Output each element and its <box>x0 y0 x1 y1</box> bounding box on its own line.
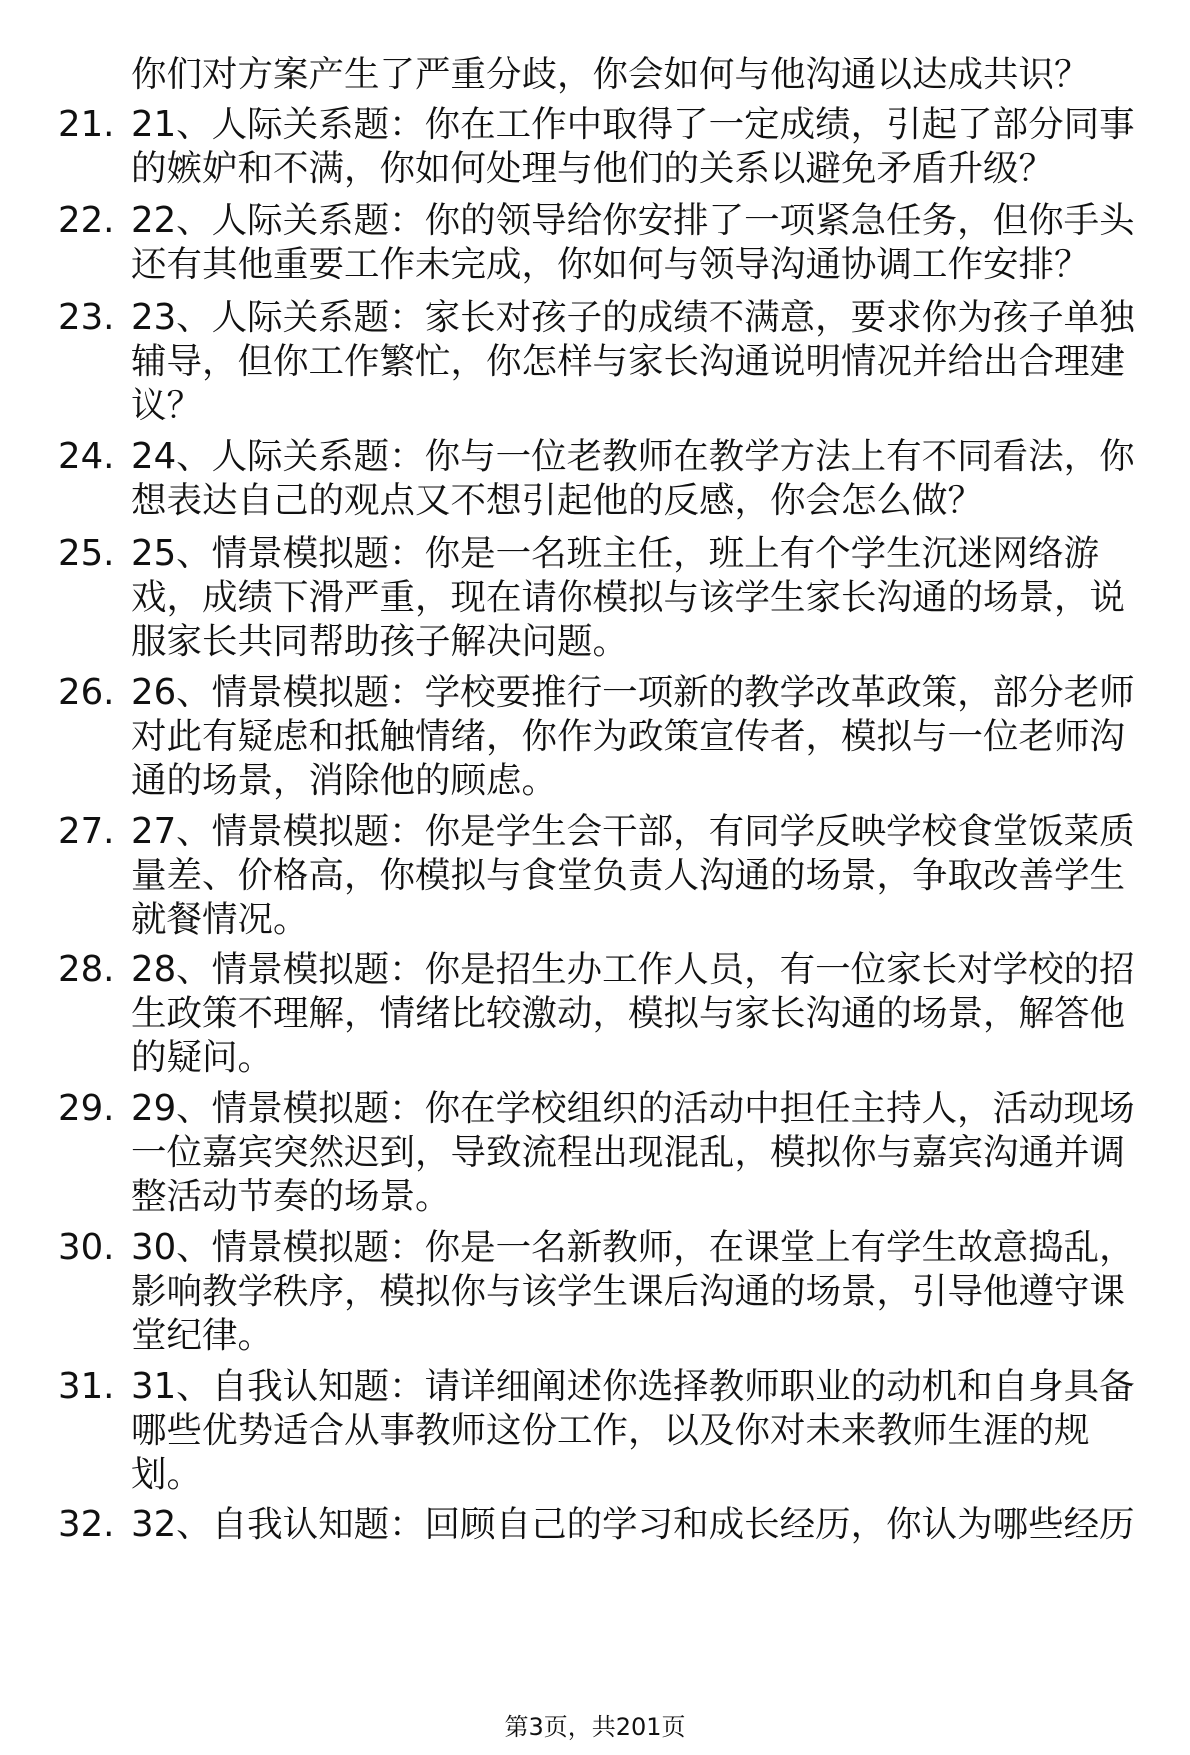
item-text: 31、自我认知题：请详细阐述你选择教师职业的动机和自身具备哪些优势适合从事教师这份工作，以及你对未来教师生涯的规划。 <box>131 1366 1135 1495</box>
item-number: 22. <box>58 200 115 241</box>
item-text: 30、情景模拟题：你是一名新教师，在课堂上有学生故意捣乱，影响教学秩序，模拟你与该学生课后沟通的场景，引导他遵守课堂纪律。 <box>131 1227 1135 1356</box>
item-text: 24、人际关系题：你与一位老教师在教学方法上有不同看法，你想表达自己的观点又不想引起他的反感，你会怎么做？ <box>131 436 1135 521</box>
item-number: 27. <box>58 811 115 852</box>
item-number: 21. <box>58 104 115 145</box>
item-number: 25. <box>58 533 115 574</box>
item-number: 28. <box>58 949 115 990</box>
item-text: 25、情景模拟题：你是一名班主任，班上有个学生沉迷网络游戏，成绩下滑严重，现在请你模拟与该学生家长沟通的场景，说服家长共同帮助孩子解决问题。 <box>131 533 1126 662</box>
item-number: 24. <box>58 436 115 477</box>
item-number: 26. <box>58 672 115 713</box>
item-number: 31. <box>58 1366 115 1407</box>
item-number: 23. <box>58 297 115 338</box>
item-text: 21、人际关系题：你在工作中取得了一定成绩，引起了部分同事的嫉妒和不满，你如何处理与他们的关系以避免矛盾升级？ <box>131 104 1135 189</box>
item-text: 28、情景模拟题：你是招生办工作人员，有一位家长对学校的招生政策不理解，情绪比较激动，模拟与家长沟通的场景，解答他的疑问。 <box>131 949 1135 1078</box>
item-number: 30. <box>58 1227 115 1268</box>
item-number: 32. <box>58 1504 115 1545</box>
item-text: 29、情景模拟题：你在学校组织的活动中担任主持人，活动现场一位嘉宾突然迟到，导致流程出现混乱，模拟你与嘉宾沟通并调整活动节奏的场景。 <box>131 1088 1135 1217</box>
item-text: 32、自我认知题：回顾自己的学习和成长经历，你认为哪些经历 <box>131 1504 1135 1545</box>
item-text: 23、人际关系题：家长对孩子的成绩不满意，要求你为孩子单独辅导，但你工作繁忙，你怎样与家长沟通说明情况并给出合理建议？ <box>131 297 1135 426</box>
item-text: 27、情景模拟题：你是学生会干部，有同学反映学校食堂饭菜质量差、价格高，你模拟与食堂负责人沟通的场景，争取改善学生就餐情况。 <box>131 811 1135 940</box>
item-text: 22、人际关系题：你的领导给你安排了一项紧急任务，但你手头还有其他重要工作未完成，你如何与领导沟通协调工作安排？ <box>131 200 1135 285</box>
item-number: 29. <box>58 1088 115 1129</box>
continuation-text: 你们对方案产生了严重分歧，你会如何与他沟通以达成共识？ <box>131 54 1090 95</box>
item-text: 26、情景模拟题：学校要推行一项新的教学改革政策，部分老师对此有疑虑和抵触情绪，你作为政策宣传者，模拟与一位老师沟通的场景，消除他的顾虑。 <box>131 672 1135 801</box>
page-footer: 第3页，共201页 <box>504 1713 686 1741</box>
